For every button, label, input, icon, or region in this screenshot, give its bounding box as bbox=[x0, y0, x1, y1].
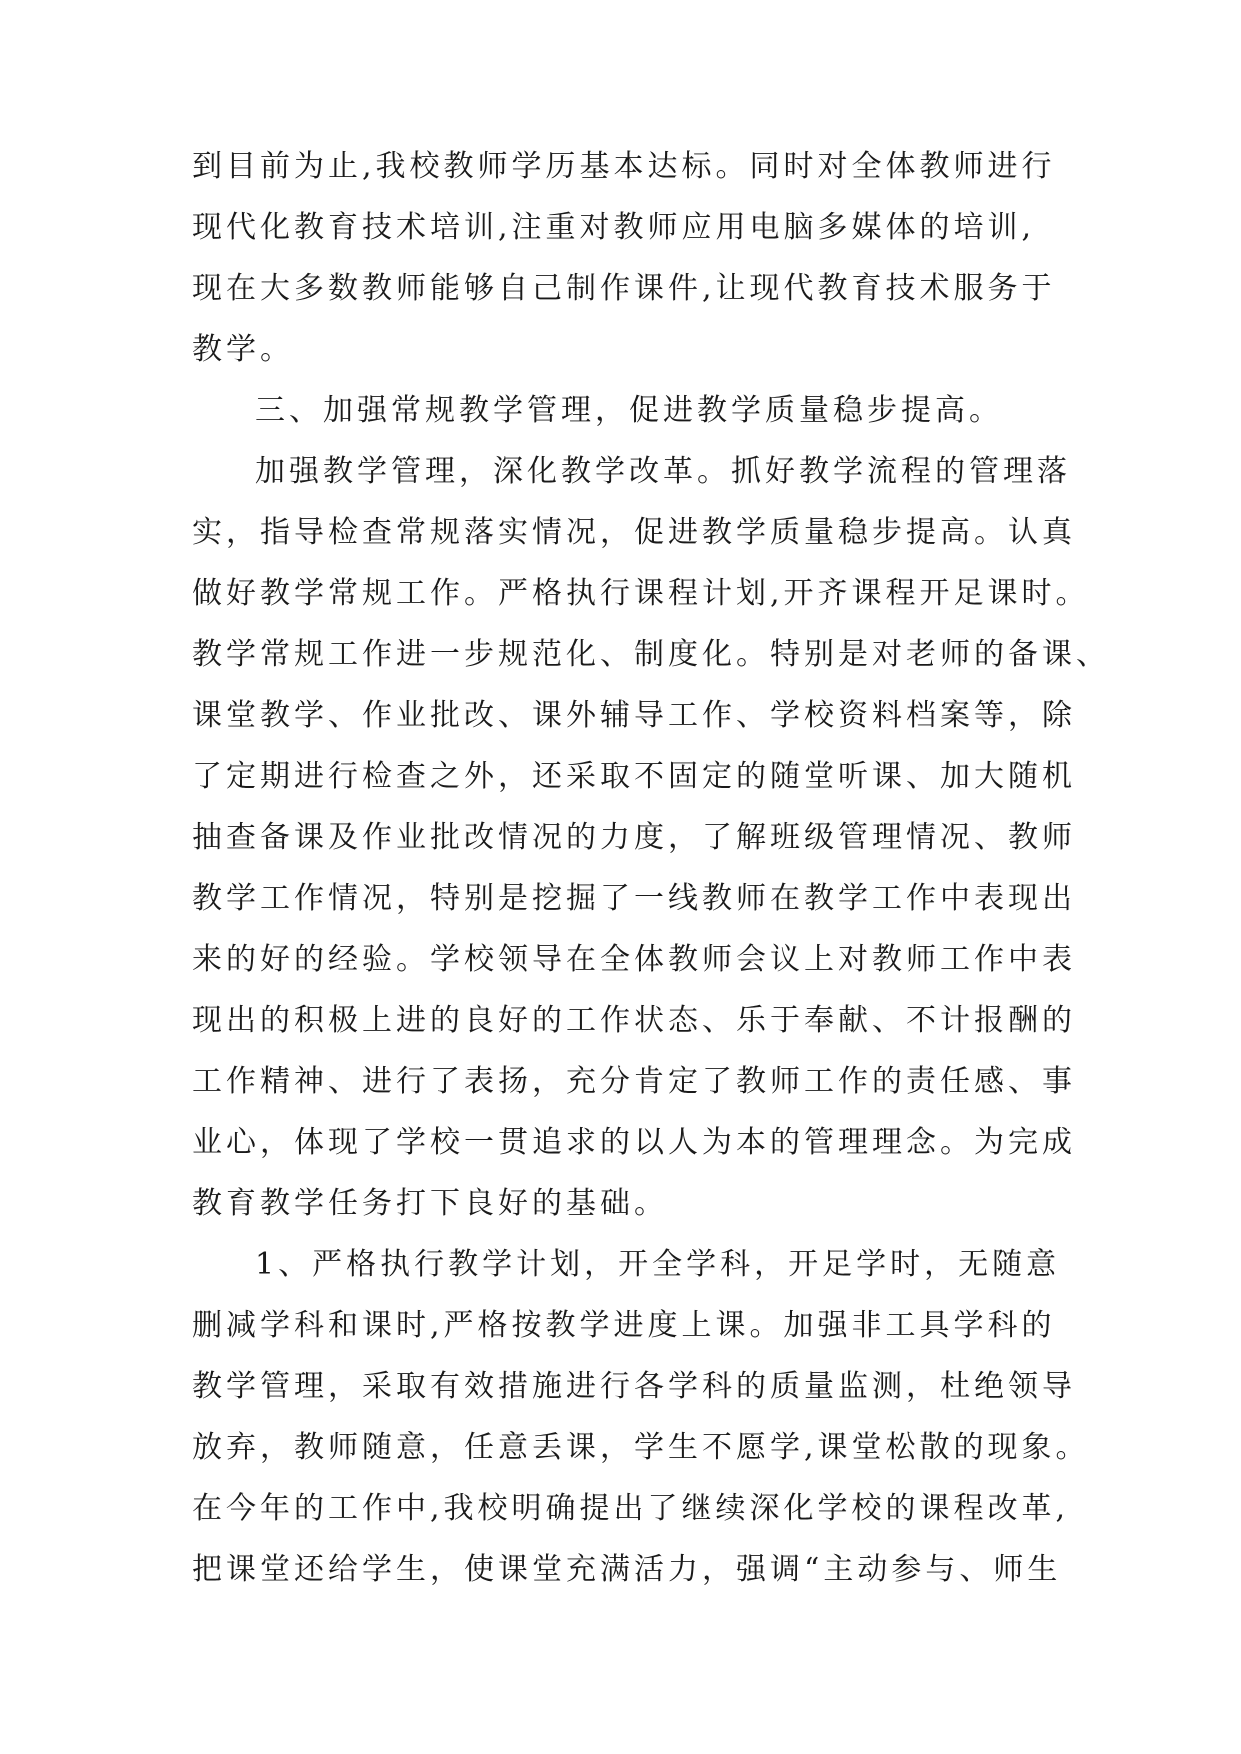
text-line: 抽查备课及作业批改情况的力度，了解班级管理情况、教师 bbox=[192, 820, 1076, 855]
text-line: 工作精神、进行了表扬，充分肯定了教师工作的责任感、事 bbox=[192, 1064, 1076, 1099]
text-line: 现在大多数教师能够自己制作课件,让现代教育技术服务于 bbox=[192, 271, 1056, 306]
text-line: 实，指导检查常规落实情况，促进教学质量稳步提高。认真 bbox=[192, 515, 1076, 550]
text-line: 课堂教学、作业批改、课外辅导工作、学校资料档案等，除 bbox=[192, 698, 1076, 733]
text-line: 放弃，教师随意，任意丢课，学生不愿学,课堂松散的现象。 bbox=[192, 1430, 1090, 1465]
text-line: 把课堂还给学生，使课堂充满活力，强调“主动参与、师生 bbox=[192, 1552, 1062, 1587]
text-line: 教育教学任务打下良好的基础。 bbox=[192, 1186, 668, 1221]
text-line: 做好教学常规工作。严格执行课程计划,开齐课程开足课时。 bbox=[192, 576, 1090, 611]
text-line: 教学。 bbox=[192, 332, 294, 367]
text-line: 来的好的经验。学校领导在全体教师会议上对教师工作中表 bbox=[192, 942, 1076, 977]
text-line: 加强教学管理，深化教学改革。抓好教学流程的管理落 bbox=[255, 454, 1071, 489]
text-line: 教学工作情况，特别是挖掘了一线教师在教学工作中表现出 bbox=[192, 881, 1076, 916]
text-line: 到目前为止,我校教师学历基本达标。同时对全体教师进行 bbox=[192, 149, 1056, 184]
text-line: 现出的积极上进的良好的工作状态、乐于奉献、不计报酬的 bbox=[192, 1003, 1076, 1038]
section-heading: 三、加强常规教学管理，促进教学质量稳步提高。 bbox=[255, 393, 1003, 428]
text-line: 业心，体现了学校一贯追求的以人为本的管理理念。为完成 bbox=[192, 1125, 1076, 1160]
text-line: 了定期进行检查之外，还采取不固定的随堂听课、加大随机 bbox=[192, 759, 1076, 794]
text-line: 教学常规工作进一步规范化、制度化。特别是对老师的备课、 bbox=[192, 637, 1110, 672]
text-line: 现代化教育技术培训,注重对教师应用电脑多媒体的培训, bbox=[192, 210, 1036, 245]
numbered-item: 1、严格执行教学计划，开全学科，开足学时，无随意 bbox=[255, 1247, 1061, 1282]
text-line: 删减学科和课时,严格按教学进度上课。加强非工具学科的 bbox=[192, 1308, 1056, 1343]
text-line: 在今年的工作中,我校明确提出了继续深化学校的课程改革, bbox=[192, 1491, 1070, 1526]
text-line: 教学管理，采取有效措施进行各学科的质量监测，杜绝领导 bbox=[192, 1369, 1076, 1404]
